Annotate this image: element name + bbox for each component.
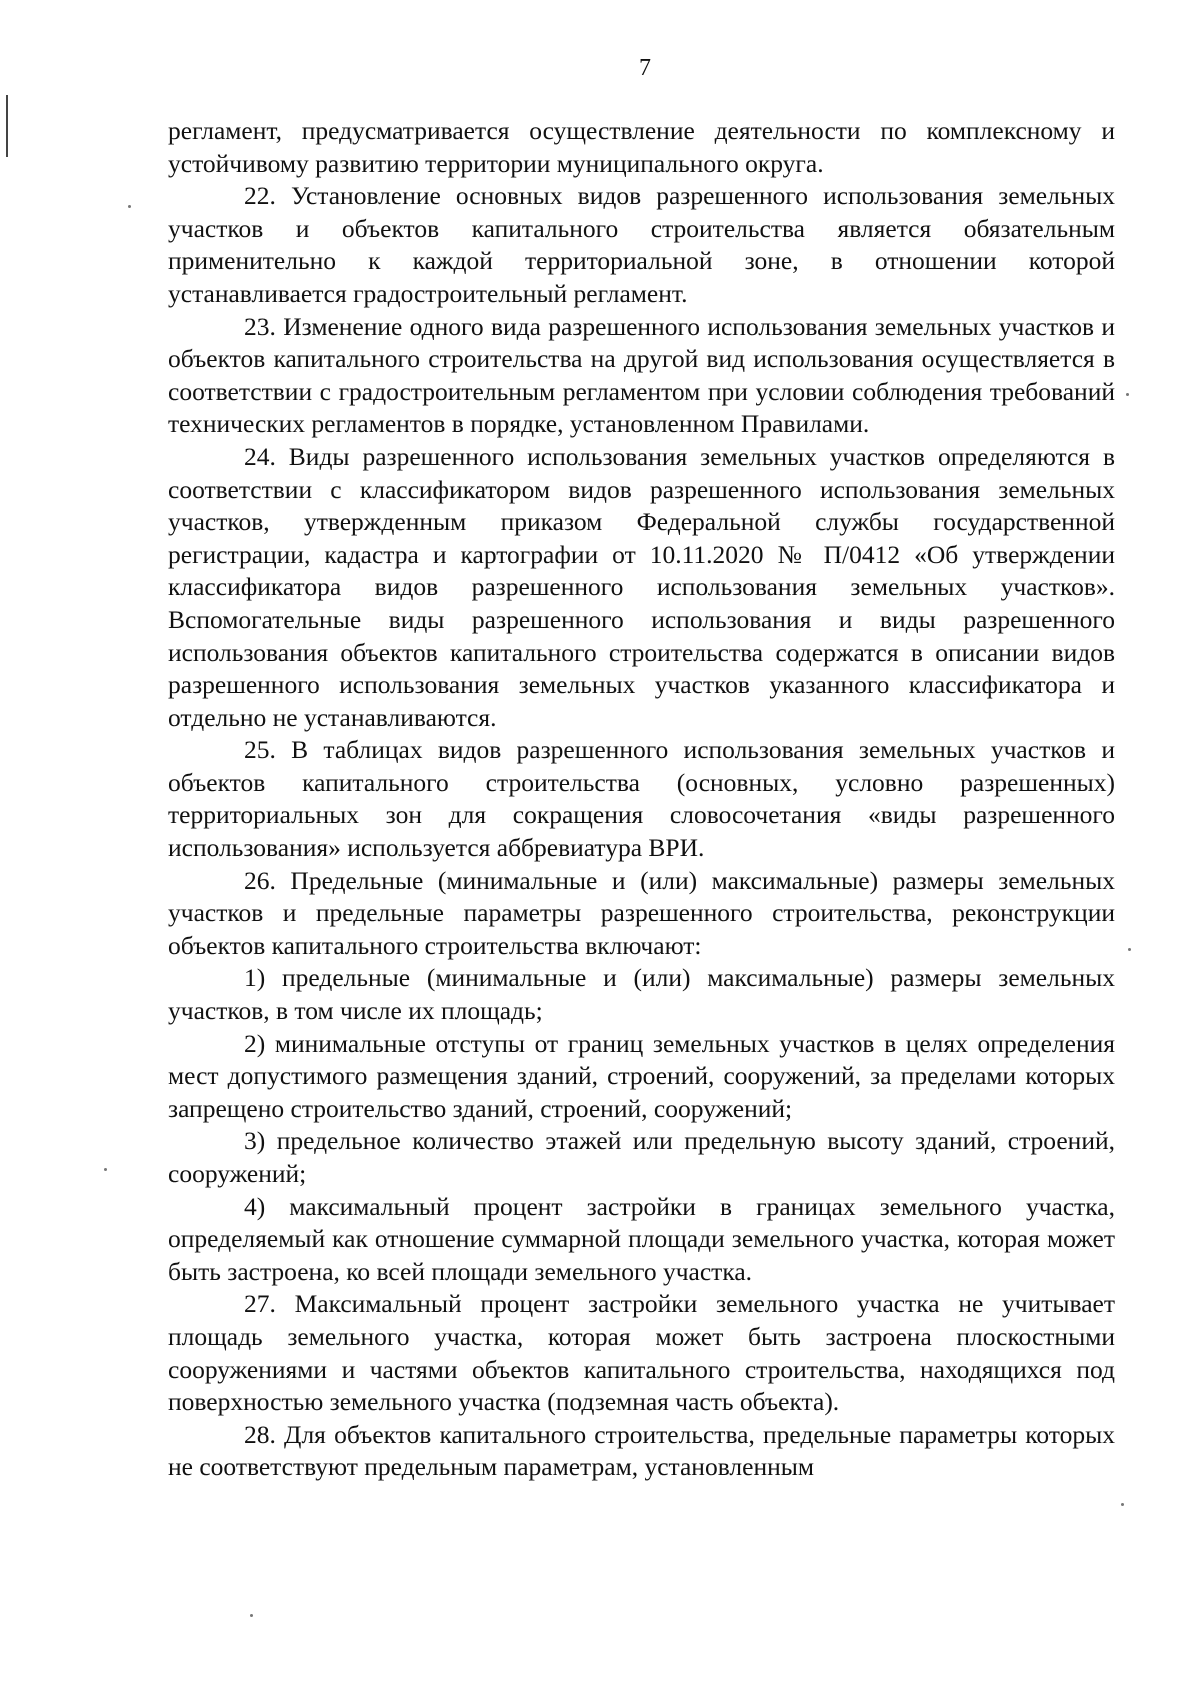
scan-speck	[1128, 948, 1131, 951]
list-item-3: 3) предельное количество этажей или предельную высоту зданий, строений, сооружений;	[168, 1126, 1115, 1188]
paragraph-22: 22. Установление основных видов разрешенного использования земельных участков и объектов капитального строительства является обязательным применительно к каждой территориальной зоне, в отношении которой устанавливается градостроительный регламент.	[168, 181, 1115, 308]
document-body	[168, 115, 1115, 1484]
scan-speck	[104, 1168, 107, 1171]
scan-speck	[128, 205, 131, 208]
paragraph-25: 25. В таблицах видов разрешенного использования земельных участков и объектов капитального строительства (основных, условно разрешенных) территориальных зон для сокращения словосочетания «виды разрешенного использования» используется аббревиатура ВРИ.	[168, 735, 1115, 863]
paragraph-28: 28. Для объектов капитального строительства, предельные параметры которых не соответствуют предельным параметрам, установленным	[168, 1419, 1115, 1482]
paragraph-27: 27. Максимальный процент застройки земельного участка не учитывает площадь земельного участка, которая может быть застроена плоскостными сооружениями и частями объектов капитального строительства, находящихся под поверхностью земельного участка (подземная часть объекта).	[168, 1289, 1115, 1417]
scan-speck	[250, 1614, 253, 1617]
paragraph-23: 23. Изменение одного вида разрешенного использования земельных участков и объектов капитального строительства на другой вид использования осуществляется в соответствии с градостроительным регламентом при условии соблюдения требований технических регламентов в порядке, установленном Правилами.	[168, 311, 1115, 439]
list-item-2: 2) минимальные отступы от границ земельных участков в целях определения мест допустимого размещения зданий, строений, сооружений, за пределами которых запрещено строительство зданий, строений, сооружений;	[168, 1028, 1115, 1123]
scan-speck	[1126, 393, 1129, 396]
scan-speck	[1121, 1503, 1124, 1506]
scan-edge-mark	[6, 95, 8, 157]
page-number: 7	[639, 55, 651, 81]
paragraph-24: 24. Виды разрешенного использования земельных участков определяются в соответствии с классификатором видов разрешенного использования земельных участков, утвержденным приказом Федеральной службы государственной регистрации, кадастра и картографии от 10.11.2020 № П/0412 «Об утверждении классификатора видов разрешенного использования земельных участков». Вспомогательные виды разрешенного использования и виды разрешенного использования объектов капитального строительства содержатся в описании видов разрешенного использования земельных участков указанного классификатора и отдельно не устанавливаются.	[168, 441, 1115, 732]
paragraph-continuation: регламент, предусматривается осуществление деятельности по комплексному и устойчивому развитию территории муниципального округа.	[168, 116, 1115, 178]
list-item-4: 4) максимальный процент застройки в границах земельного участка, определяемый как отношение суммарной площади земельного участка, которая может быть застроена, ко всей площади земельного участка.	[168, 1191, 1115, 1286]
list-item-1: 1) предельные (минимальные и (или) максимальные) размеры земельных участков, в том числе их площадь;	[168, 963, 1115, 1026]
paragraph-26: 26. Предельные (минимальные и (или) максимальные) размеры земельных участков и предельные параметры разрешенного строительства, реконструкции объектов капитального строительства включают:	[168, 865, 1115, 960]
